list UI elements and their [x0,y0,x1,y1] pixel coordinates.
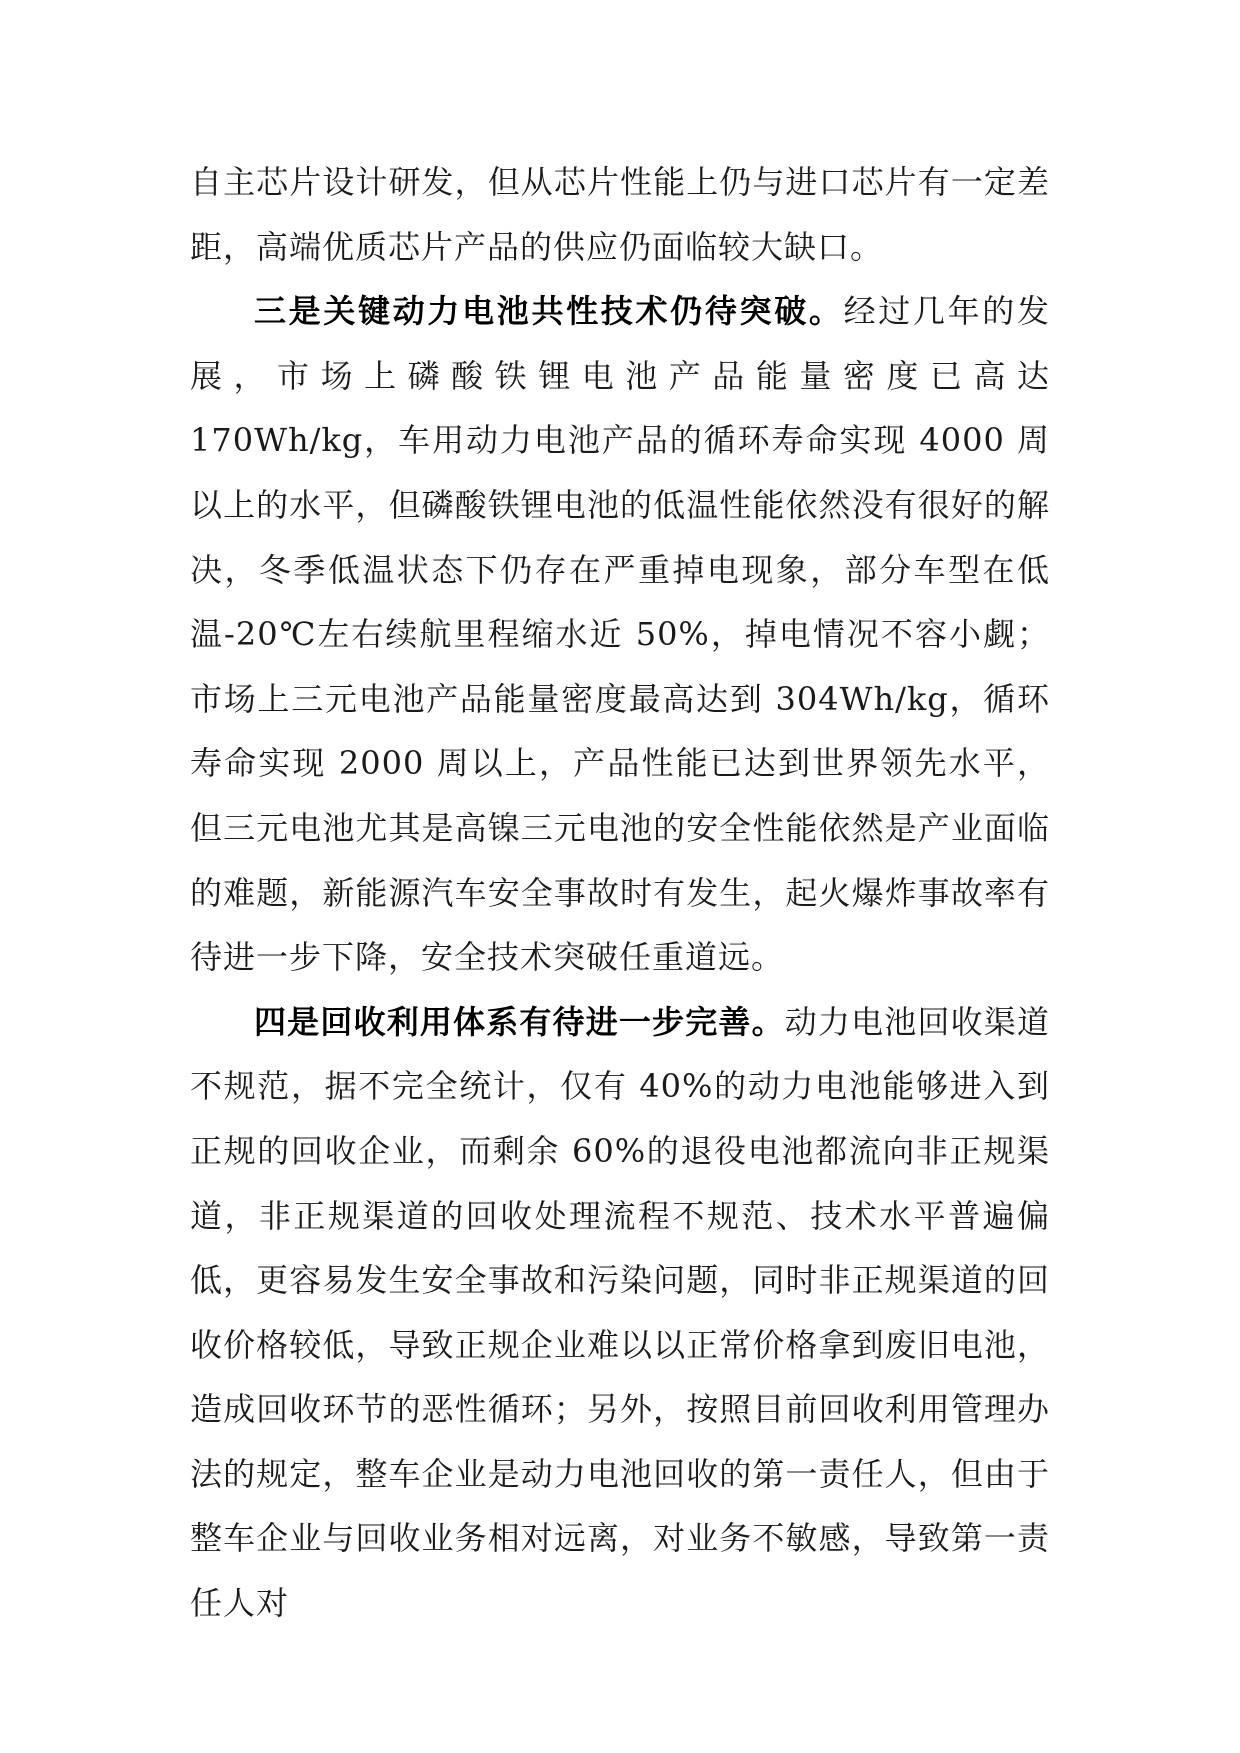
paragraph-recycling-system [190,990,1050,1636]
paragraph-lead-heading: 四是回收利用体系有待进一步完善。 [254,1002,785,1041]
paragraph-text: 自主芯片设计研发，但从芯片性能上仍与进口芯片有一定差距，高端优质芯片产品的供应仍面临较大缺口。 [190,163,1050,266]
document-body [190,150,1050,1636]
paragraph-battery-technology [190,279,1050,990]
paragraph-text: 动力电池回收渠道不规范，据不完全统计，仅有 40%的动力电池能够进入到正规的回收企业，而剩余 60%的退役电池都流向非正规渠道，非正规渠道的回收处理流程不规范、技术水平普遍偏低，更容易发生安全事故和污染问题，同时非正规渠道的回收价格较低，导致正规企业难以以正常价格拿到废旧电池，造成回收环节的恶性循环；另外，按照目前回收利用管理办法的规定，整车企业是动力电池回收的第一责任人，但由于整车企业与回收业务相对远离，对业务不敏感，导致第一责任人对 [190,1002,1050,1623]
paragraph-continuation [190,150,1050,279]
paragraph-lead-heading: 三是关键动力电池共性技术仍待突破。 [254,292,844,331]
paragraph-text: 经过几年的发展，市场上磷酸铁锂电池产品能量密度已高达 170Wh/kg，车用动力电池产品的循环寿命实现 4000 周以上的水平，但磷酸铁锂电池的低温性能依然没有很好的解决，冬季低温状态下仍存在严重掉电现象，部分车型在低温-20℃左右续航里程缩水近 50%，掉电情况不容小觑；市场上三元电池产品能量密度最高达到 304Wh/kg，循环寿命实现 2000 周以上，产品性能已达到世界领先水平，但三元电池尤其是高镍三元电池的安全性能依然是产业面临的难题，新能源汽车安全事故时有发生，起火爆炸事故率有待进一步下降，安全技术突破任重道远。 [190,292,1050,977]
